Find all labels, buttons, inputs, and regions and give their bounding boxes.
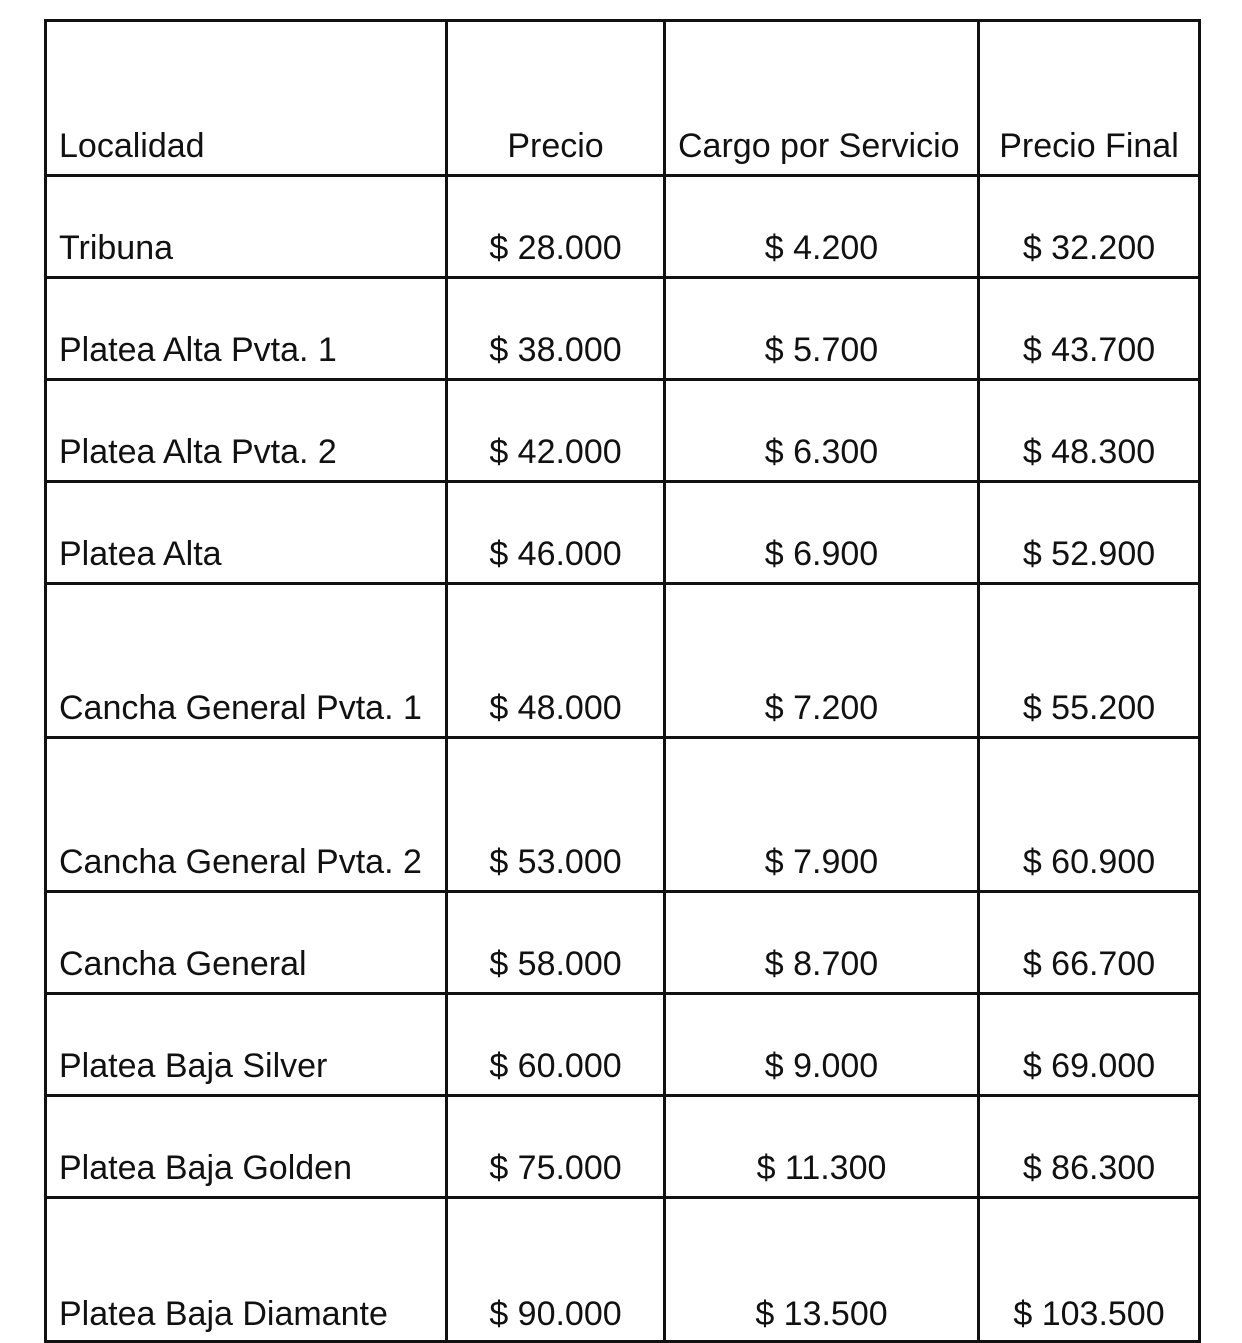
cell-cargo: $ 9.000 [665, 994, 979, 1096]
table-row [46, 1198, 1200, 1342]
cell-precio: $ 75.000 [447, 1096, 665, 1198]
table-row [46, 1096, 1200, 1198]
header-precio: Precio [447, 21, 665, 176]
table-row [46, 176, 1200, 278]
cell-localidad: Platea Alta Pvta. 2 [46, 380, 447, 482]
cell-precio: $ 28.000 [447, 176, 665, 278]
cell-precio: $ 38.000 [447, 278, 665, 380]
cell-cargo: $ 6.300 [665, 380, 979, 482]
cell-precio: $ 48.000 [447, 584, 665, 738]
table-row [46, 278, 1200, 380]
header-localidad: Localidad [46, 21, 447, 176]
table-row [46, 892, 1200, 994]
cell-final: $ 43.700 [979, 278, 1200, 380]
table-row [46, 584, 1200, 738]
cell-final: $ 55.200 [979, 584, 1200, 738]
table-row [46, 482, 1200, 584]
cell-precio: $ 42.000 [447, 380, 665, 482]
cell-cargo: $ 11.300 [665, 1096, 979, 1198]
header-precio-final: Precio Final [979, 21, 1200, 176]
cell-precio: $ 53.000 [447, 738, 665, 892]
cell-cargo: $ 7.900 [665, 738, 979, 892]
cell-final: $ 32.200 [979, 176, 1200, 278]
cell-final: $ 103.500 [979, 1198, 1200, 1342]
table-row [46, 738, 1200, 892]
cell-localidad: Cancha General [46, 892, 447, 994]
cell-localidad: Platea Alta [46, 482, 447, 584]
header-row [46, 21, 1200, 176]
cell-final: $ 86.300 [979, 1096, 1200, 1198]
cell-localidad: Platea Baja Silver [46, 994, 447, 1096]
header-cargo: Cargo por Servicio [665, 21, 979, 176]
price-table [44, 19, 1201, 1343]
cell-precio: $ 46.000 [447, 482, 665, 584]
cell-localidad: Platea Baja Golden [46, 1096, 447, 1198]
cell-localidad: Cancha General Pvta. 2 [46, 738, 447, 892]
cell-precio: $ 58.000 [447, 892, 665, 994]
cell-localidad: Cancha General Pvta. 1 [46, 584, 447, 738]
cell-cargo: $ 8.700 [665, 892, 979, 994]
cell-cargo: $ 6.900 [665, 482, 979, 584]
cell-final: $ 48.300 [979, 380, 1200, 482]
cell-final: $ 66.700 [979, 892, 1200, 994]
cell-precio: $ 60.000 [447, 994, 665, 1096]
table-row [46, 994, 1200, 1096]
cell-final: $ 69.000 [979, 994, 1200, 1096]
cell-cargo: $ 13.500 [665, 1198, 979, 1342]
cell-precio: $ 90.000 [447, 1198, 665, 1342]
cell-localidad: Platea Alta Pvta. 1 [46, 278, 447, 380]
cell-localidad: Platea Baja Diamante [46, 1198, 447, 1342]
table-row [46, 380, 1200, 482]
cell-cargo: $ 4.200 [665, 176, 979, 278]
cell-final: $ 60.900 [979, 738, 1200, 892]
cell-final: $ 52.900 [979, 482, 1200, 584]
cell-cargo: $ 7.200 [665, 584, 979, 738]
cell-localidad: Tribuna [46, 176, 447, 278]
cell-cargo: $ 5.700 [665, 278, 979, 380]
